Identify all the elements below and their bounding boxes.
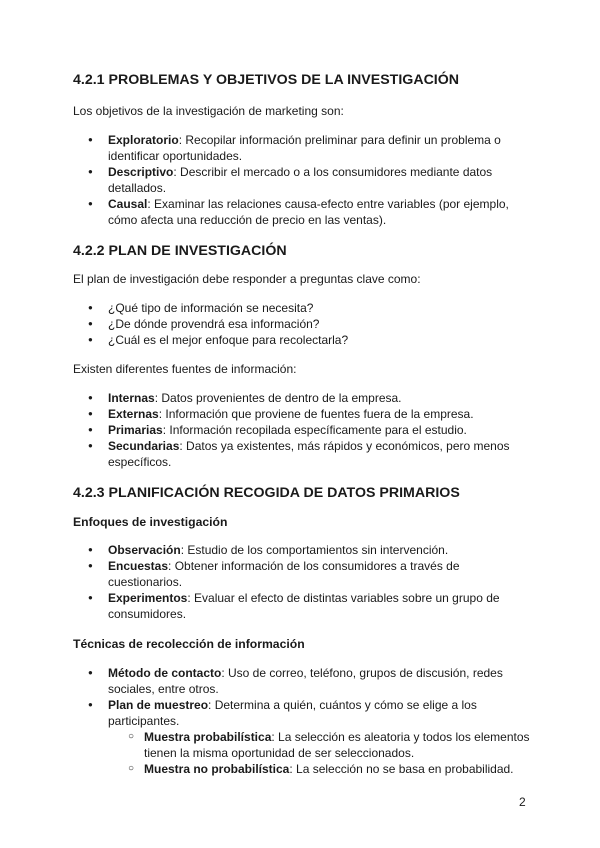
list-item: ● Método de contacto: Uso de correo, teléfono, grupos de discusión, redes sociales, entre otros. xyxy=(73,665,533,697)
list-item: ● Externas: Información que proviene de fuentes fuera de la empresa. xyxy=(73,406,533,422)
page-number: 2 xyxy=(519,795,526,809)
list-item: ○ Muestra probabilística: La selección es aleatoria y todos los elementos tienen la misma oportunidad de ser seleccionados. xyxy=(73,729,533,761)
plan-intro: El plan de investigación debe responder a preguntas clave como: xyxy=(73,272,421,286)
list-item: ● ¿Cuál es el mejor enfoque para recolectarla? xyxy=(73,332,533,348)
list-item: ● Observación: Estudio de los comportamientos sin intervención. xyxy=(73,542,533,558)
approaches-list xyxy=(73,542,533,622)
list-item: ● ¿De dónde provendrá esa información? xyxy=(73,316,533,332)
list-item: ● Secundarias: Datos ya existentes, más rápidos y económicos, pero menos específicos. xyxy=(73,438,533,470)
list-item: ● Plan de muestreo: Determina a quién, cuántos y cómo se elige a los participantes. xyxy=(73,697,533,729)
document-page xyxy=(73,71,533,777)
list-item: ● Causal: Examinar las relaciones causa-efecto entre variables (por ejemplo, cómo afecta una reducción de precio en las ventas). xyxy=(73,196,533,228)
sources-list xyxy=(73,390,533,470)
list-item: ● Encuestas: Obtener información de los consumidores a través de cuestionarios. xyxy=(73,558,533,590)
list-item: ● Internas: Datos provenientes de dentro de la empresa. xyxy=(73,390,533,406)
list-item: ● Descriptivo: Describir el mercado o a los consumidores mediante datos detallados. xyxy=(73,164,533,196)
list-item: ● Experimentos: Evaluar el efecto de distintas variables sobre un grupo de consumidores. xyxy=(73,590,533,622)
section-heading-4-2-1: 4.2.1 PROBLEMAS Y OBJETIVOS DE LA INVESTIGACIÓN xyxy=(73,72,460,88)
objectives-intro: Los objetivos de la investigación de marketing son: xyxy=(73,104,344,118)
section-heading-4-2-3: 4.2.3 PLANIFICACIÓN RECOGIDA DE DATOS PRIMARIOS xyxy=(73,485,460,501)
techniques-list xyxy=(73,665,533,777)
list-item: ● Primarias: Información recopilada específicamente para el estudio. xyxy=(73,422,533,438)
subheading-techniques: Técnicas de recolección de información xyxy=(73,637,305,651)
list-item: ● Exploratorio: Recopilar información preliminar para definir un problema o identificar oportunidades. xyxy=(73,132,533,164)
list-item: ○ Muestra no probabilística: La selección no se basa en probabilidad. xyxy=(73,761,533,777)
objectives-list xyxy=(73,132,533,228)
list-item: ● ¿Qué tipo de información se necesita? xyxy=(73,300,533,316)
questions-list xyxy=(73,300,533,348)
section-heading-4-2-2: 4.2.2 PLAN DE INVESTIGACIÓN xyxy=(73,243,287,259)
sources-intro: Existen diferentes fuentes de información: xyxy=(73,362,297,376)
subheading-approaches: Enfoques de investigación xyxy=(73,515,228,529)
